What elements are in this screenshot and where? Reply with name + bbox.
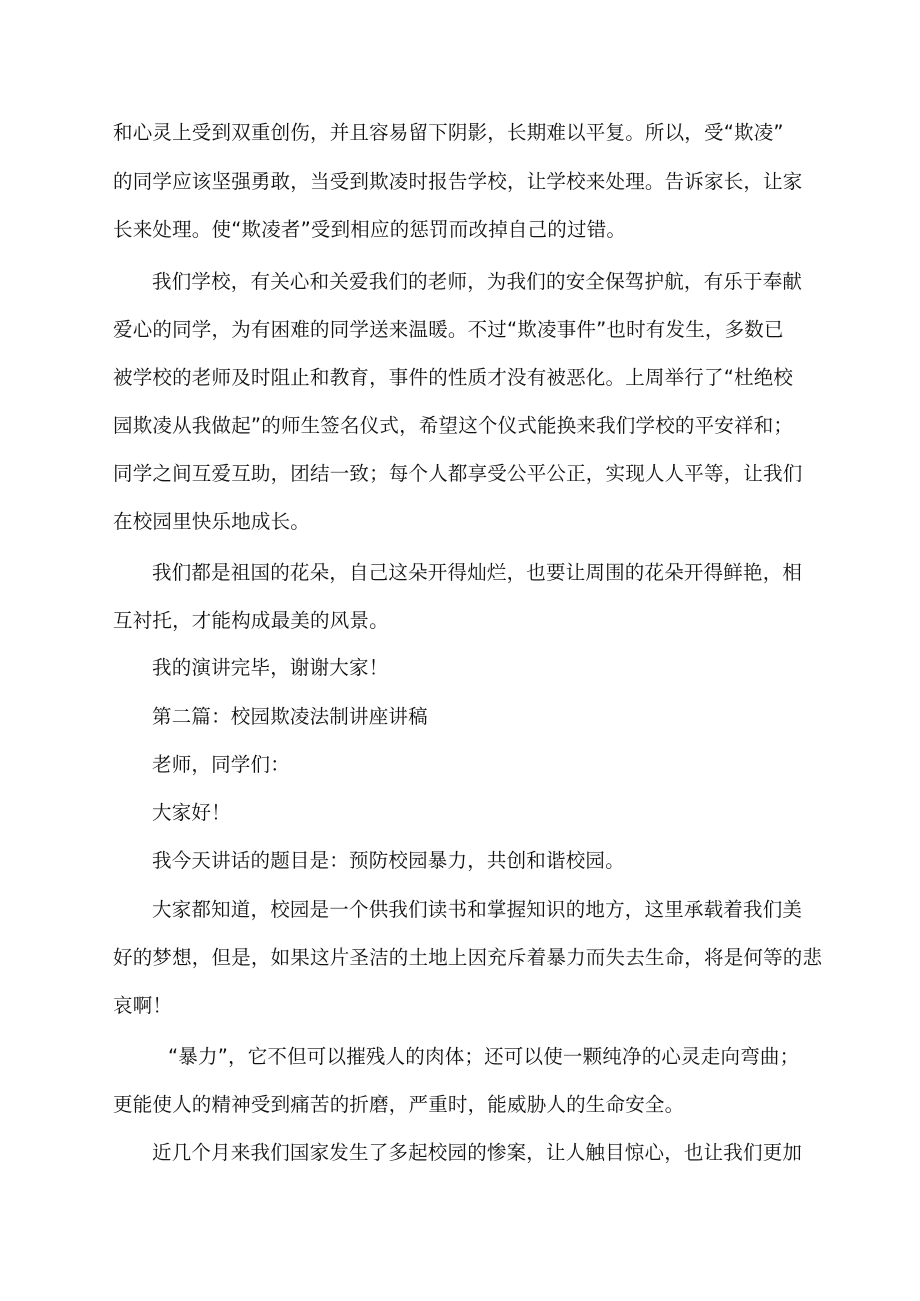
text-line: “暴力”，它不但可以摧残人的肉体；还可以使一颗纯净的心灵走向弯曲； [168,1045,800,1068]
text-line: 哀啊！ [113,994,173,1017]
text-line: 被学校的老师及时阻止和教育，事件的性质才没有被恶化。上周举行了“杜绝校 [113,366,794,389]
text-line: 的同学应该坚强勇敢，当受到欺凌时报告学校，让学校来处理。告诉家长，让家 [113,170,803,193]
text-line: 爱心的同学，为有困难的同学送来温暖。不过“欺凌事件”也时有发生，多数已 [113,318,784,341]
text-line: 我今天讲话的题目是：预防校园暴力，共创和谐校园。 [152,849,625,872]
text-line: 好的梦想，但是，如果这片圣洁的土地上因充斥着暴力而失去生命，将是何等的悲 [113,946,823,969]
text-line: 同学之间互爱互助，团结一致；每个人都享受公平公正，实现人人平等，让我们 [113,462,803,485]
text-line: 更能使人的精神受到痛苦的折磨，严重时，能威胁人的生命安全。 [113,1093,685,1116]
text-line: 大家都知道，校园是一个供我们读书和掌握知识的地方，这里承载着我们美 [152,898,803,921]
text-line: 在校园里快乐地成长。 [113,510,311,533]
text-line: 大家好！ [152,801,231,824]
text-line: 互衬托，才能构成最美的风景。 [113,609,389,632]
text-line: 老师，同学们： [152,753,290,776]
text-line: 近几个月来我们国家发生了多起校园的惨案，让人触目惊心，也让我们更加 [152,1141,803,1164]
text-line: 园欺凌从我做起”的师生签名仪式，希望这个仪式能换来我们学校的平安祥和； [113,414,794,437]
text-line: 我的演讲完毕，谢谢大家！ [152,656,389,679]
text-line: 我们都是祖国的花朵，自己这朵开得灿烂，也要让周围的花朵开得鲜艳，相 [152,561,803,584]
text-line: 我们学校，有关心和关爱我们的老师，为我们的安全保驾护航，有乐于奉献 [152,270,803,293]
text-line: 长来处理。使“欺凌者”受到相应的惩罚而改掉自己的过错。 [113,218,627,241]
section-heading: 第二篇：校园欺凌法制讲座讲稿 [152,705,428,728]
text-line: 和心灵上受到双重创伤，并且容易留下阴影，长期难以平复。所以，受“欺凌” [113,121,784,144]
